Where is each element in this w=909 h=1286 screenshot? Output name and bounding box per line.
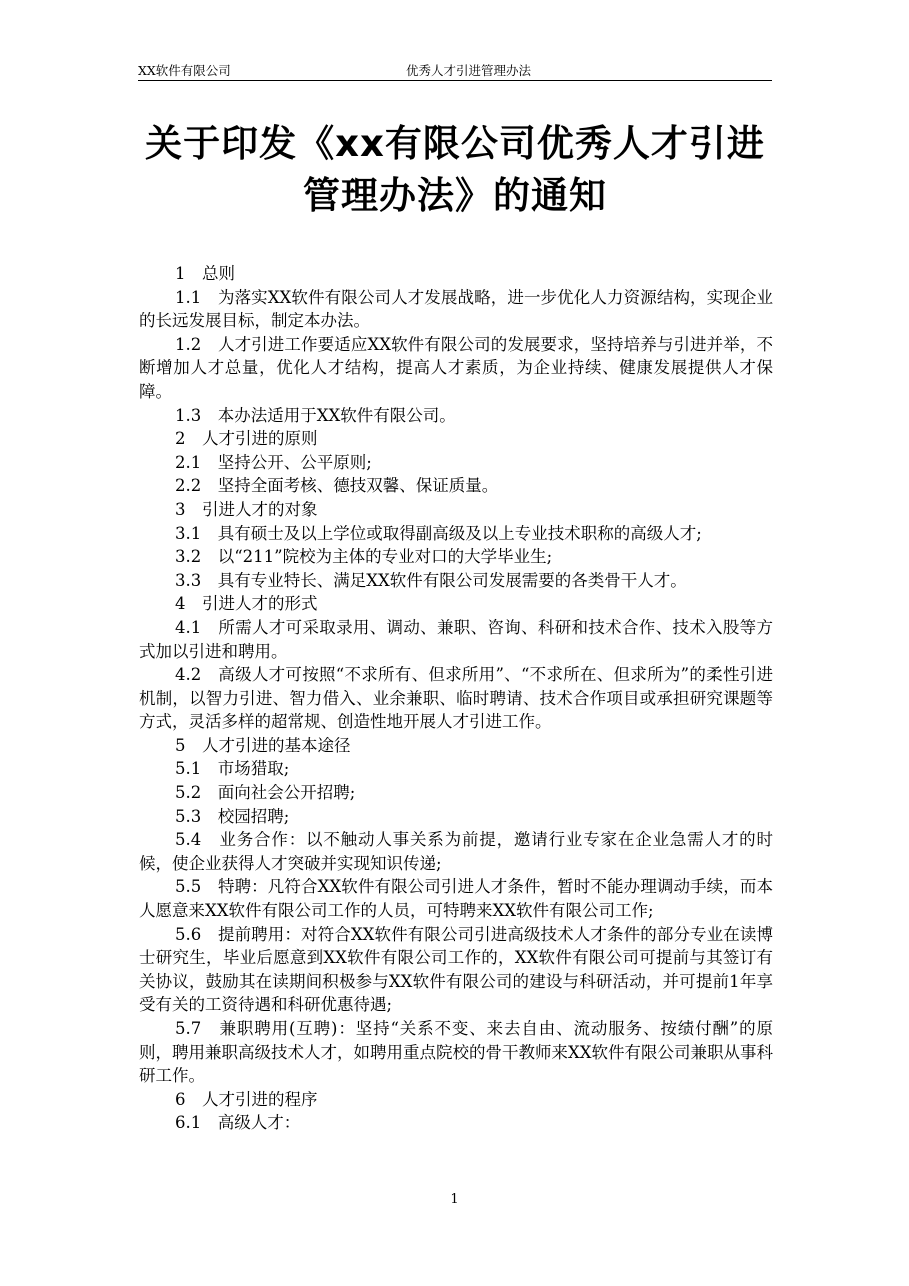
paragraph: 5.1 市场猎取;: [175, 759, 290, 779]
paragraph: 5.6 提前聘用：对符合XX软件有限公司引进高级技术人才条件的部分专业在读博士研究生，毕业后愿意到XX软件有限公司工作的，XX软件有限公司可提前与其签订有关协议，鼓励其在读期间积极参与XX软件有限公司的建设与科研活动，并可提前1年享受有关的工资待遇和科研优惠待遇;: [139, 924, 773, 1015]
paragraph: 6 人才引进的程序: [175, 1089, 318, 1109]
page-header: [138, 62, 772, 81]
paragraph: 4.1 所需人才可采取录用、调动、兼职、咨询、科研和技术合作、技术入股等方式加以引进和聘用。: [139, 617, 773, 661]
paragraph: 2 人才引进的原则: [175, 429, 318, 449]
paragraph: 4.2 高级人才可按照“不求所有、但求所用”、“不求所在、但求所为”的柔性引进机制，以智力引进、智力借入、业余兼职、临时聘请、技术合作项目或承担研究课题等方式，灵活多样的超常规、创造性地开展人才引进工作。: [139, 665, 773, 732]
paragraph: 1 总则: [175, 264, 235, 283]
paragraph: 3 引进人才的对象: [175, 499, 318, 519]
header-company: XX软件有限公司: [138, 63, 231, 78]
paragraph: 6.1 高级人才：: [175, 1113, 301, 1133]
paragraph: 3.1 具有硕士及以上学位或取得副高级及以上专业技术职称的高级人才;: [175, 523, 702, 543]
paragraph: 4 引进人才的形式: [175, 594, 318, 614]
paragraph: 5 人才引进的基本途径: [175, 735, 351, 755]
document-body: [139, 262, 773, 1135]
paragraph: 1.1 为落实XX软件有限公司人才发展战略，进一步优化人力资源结构，实现企业的长远发展目标，制定本办法。: [139, 287, 773, 331]
paragraph: 5.5 特聘：凡符合XX软件有限公司引进人才条件，暂时不能办理调动手续，而本人愿意来XX软件有限公司工作的人员，可特聘来XX软件有限公司工作;: [139, 877, 773, 921]
paragraph: 1.3 本办法适用于XX软件有限公司。: [175, 405, 456, 425]
page-number: 1: [450, 1192, 459, 1207]
document-title: 关于印发《xx有限公司优秀人才引进管理办法》的通知: [145, 122, 765, 217]
header-doc-title: 优秀人才引进管理办法: [406, 63, 532, 78]
paragraph: 5.2 面向社会公开招聘;: [175, 783, 356, 803]
paragraph: 2.1 坚持公开、公平原则;: [175, 452, 372, 472]
paragraph: 1.2 人才引进工作要适应XX软件有限公司的发展要求，坚持培养与引进并举，不断增加人才总量，优化人才结构，提高人才素质，为企业持续、健康发展提供人才保障。: [139, 334, 773, 401]
paragraph: 5.3 校园招聘;: [175, 806, 290, 826]
paragraph: 3.2 以“211”院校为主体的专业对口的大学毕业生;: [175, 547, 553, 567]
paragraph: 5.4 业务合作：以不触动人事关系为前提，邀请行业专家在企业急需人才的时候，使企业获得人才突破并实现知识传递;: [139, 830, 773, 873]
paragraph: 5.7 兼职聘用(互聘)：坚持“关系不变、来去自由、流动服务、按绩付酬”的原则，聘用兼职高级技术人才，如聘用重点院校的骨干教师来XX软件有限公司兼职从事科研工作。: [139, 1019, 773, 1086]
paragraph: 2.2 坚持全面考核、德技双馨、保证质量。: [175, 476, 499, 496]
paragraph: 3.3 具有专业特长、满足XX软件有限公司发展需要的各类骨干人才。: [175, 570, 687, 590]
